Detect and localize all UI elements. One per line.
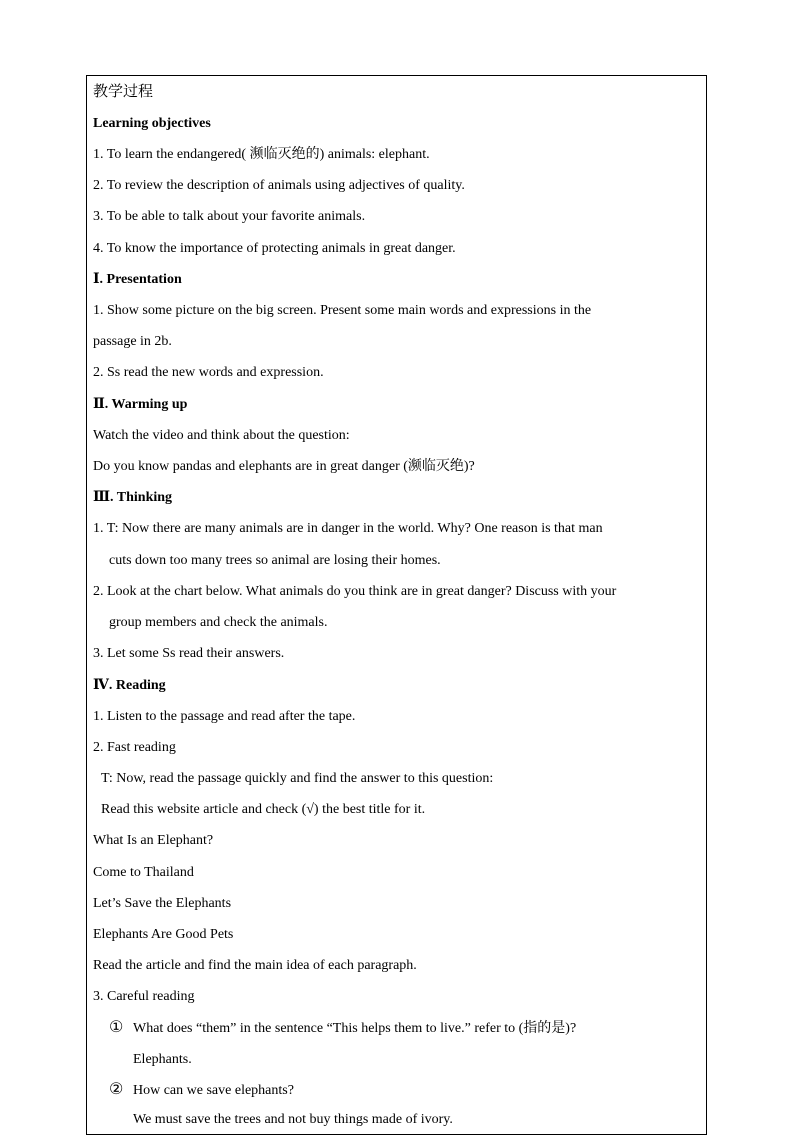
thinking-line: 1. T: Now there are many animals are in danger in the world. Why? One reason is that man xyxy=(93,521,603,536)
reading-line: Read the article and find the main idea of each paragraph. xyxy=(93,958,417,973)
question-marker: ① xyxy=(109,1019,124,1036)
title-option: What Is an Elephant? xyxy=(93,833,214,848)
objective-item: 4. To know the importance of protecting animals in great danger. xyxy=(93,241,456,256)
thinking-line: group members and check the animals. xyxy=(109,615,328,630)
warming-up-line: Do you know pandas and elephants are in great danger (濒临灭绝)? xyxy=(93,459,475,474)
objectives-heading: Learning objectives xyxy=(93,116,211,131)
thinking-line: cuts down too many trees so animal are losing their homes. xyxy=(109,553,441,568)
objective-item: 1. To learn the endangered( 濒临灭绝的) animals: elephant. xyxy=(93,147,430,162)
warming-up-heading: Ⅱ. Warming up xyxy=(93,397,188,412)
objective-item: 2. To review the description of animals using adjectives of quality. xyxy=(93,178,465,193)
reading-line: T: Now, read the passage quickly and find the answer to this question: xyxy=(101,771,494,786)
thinking-line: 2. Look at the chart below. What animals do you think are in great danger? Discuss with your xyxy=(93,584,617,599)
section-title: 教学过程 xyxy=(93,84,154,100)
reading-line: 3. Careful reading xyxy=(93,989,195,1004)
title-option: Come to Thailand xyxy=(93,865,194,880)
title-option: Elephants Are Good Pets xyxy=(93,927,234,942)
thinking-heading: Ⅲ. Thinking xyxy=(93,490,173,505)
warming-up-line: Watch the video and think about the question: xyxy=(93,428,350,443)
presentation-line: passage in 2b. xyxy=(93,334,172,349)
table-cell-border xyxy=(86,75,707,1135)
objective-item: 3. To be able to talk about your favorite animals. xyxy=(93,209,366,224)
thinking-line: 3. Let some Ss read their answers. xyxy=(93,646,285,661)
reading-line: Read this website article and check (√) the best title for it. xyxy=(101,802,426,817)
reading-heading: Ⅳ. Reading xyxy=(93,678,166,693)
careful-answer: We must save the trees and not buy things made of ivory. xyxy=(133,1112,453,1127)
title-option: Let’s Save the Elephants xyxy=(93,896,232,911)
careful-question: What does “them” in the sentence “This helps them to live.” refer to (指的是)? xyxy=(133,1021,577,1036)
question-marker: ② xyxy=(109,1081,124,1098)
presentation-line: 1. Show some picture on the big screen. Present some main words and expressions in the xyxy=(93,303,592,318)
careful-answer: Elephants. xyxy=(133,1052,192,1067)
reading-line: 2. Fast reading xyxy=(93,740,176,755)
presentation-line: 2. Ss read the new words and expression. xyxy=(93,365,324,380)
careful-question: How can we save elephants? xyxy=(133,1083,294,1098)
reading-line: 1. Listen to the passage and read after the tape. xyxy=(93,709,356,724)
presentation-heading: Ⅰ. Presentation xyxy=(93,272,182,287)
